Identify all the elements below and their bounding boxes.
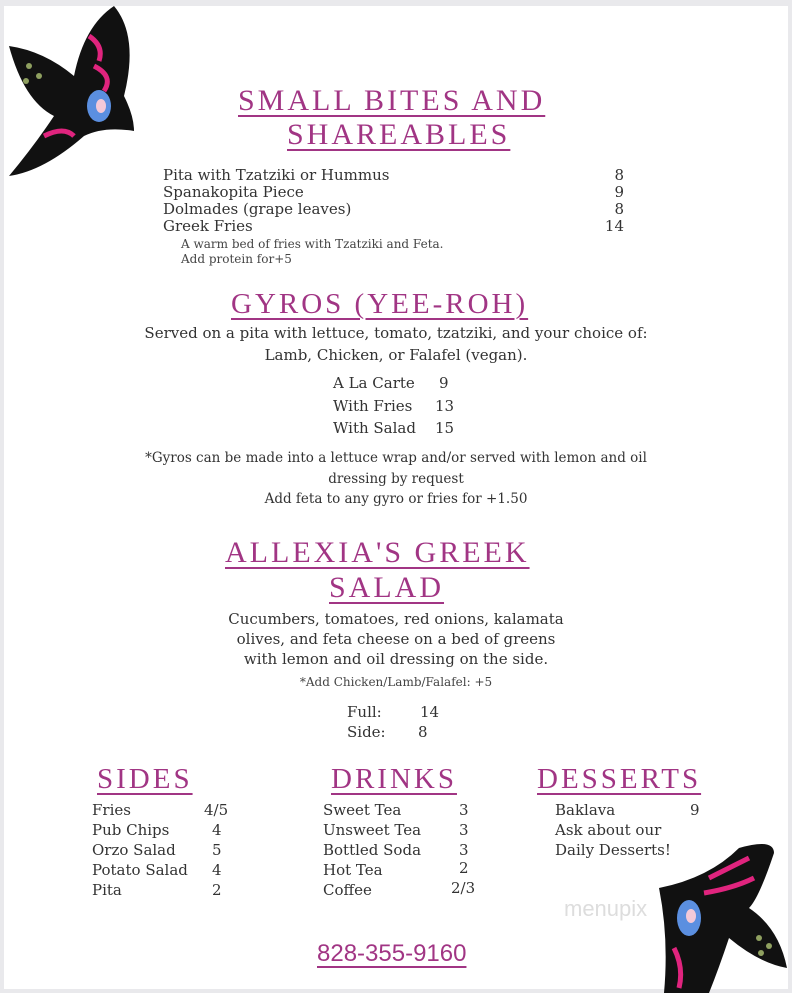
salad-description: Cucumbers, tomatoes, red onions, kalamata	[228, 610, 564, 628]
list-item-name: Orzo Salad	[92, 841, 176, 859]
drinks-heading: DRINKS	[331, 763, 457, 795]
list-item-name: Dolmades (grape leaves)	[163, 200, 352, 218]
list-item-name: Potato Salad	[92, 861, 188, 879]
list-item-price: 14	[420, 703, 440, 721]
list-item-name: Greek Fries	[163, 217, 253, 235]
list-item-price: 9	[439, 374, 449, 392]
list-item-price: 8	[614, 200, 624, 218]
list-item-price: 2	[212, 881, 222, 899]
sides-heading: SIDES	[97, 763, 193, 795]
list-item-price: 9	[690, 801, 700, 819]
gyros-note: *Gyros can be made into a lettuce wrap and/or served with lemon and oil	[145, 450, 647, 466]
feta-addon-note: Add feta to any gyro or fries for +1.50	[264, 491, 528, 507]
list-item-price: 5	[212, 841, 222, 859]
list-item-name: Unsweet Tea	[323, 821, 422, 839]
list-item-price: 4/5	[204, 801, 229, 819]
list-item-price: 9	[614, 183, 624, 201]
list-item-name: A La Carte	[333, 374, 415, 392]
list-item-name: Pita	[92, 881, 122, 899]
desserts-note-line2: Daily Desserts!	[555, 841, 671, 859]
menu-page	[4, 6, 788, 989]
list-item-price: 3	[459, 841, 469, 859]
list-item-price: 8	[418, 723, 428, 741]
gyros-description-line2: Lamb, Chicken, or Falafel (vegan).	[264, 346, 528, 364]
list-item-name: Coffee	[323, 881, 372, 899]
phone-number[interactable]: 828-355-9160	[317, 940, 467, 967]
salad-heading-line2: SALAD	[329, 571, 445, 604]
list-item-price: 14	[604, 217, 624, 235]
gyros-note-line2: dressing by request	[328, 471, 464, 487]
small-bites-heading: SMALL BITES AND	[238, 84, 546, 117]
list-item-name: Fries	[92, 801, 131, 819]
greek-fries-protein-note: Add protein for+5	[181, 252, 292, 266]
list-item-name: Full:	[347, 703, 382, 721]
salad-heading: ALLEXIA'S GREEK	[225, 536, 530, 569]
list-item-name: Spanakopita Piece	[163, 183, 304, 201]
list-item-name: Baklava	[555, 801, 616, 819]
desserts-note: Ask about our	[555, 821, 662, 839]
desserts-heading: DESSERTS	[537, 763, 702, 795]
bird-illustration-top-left	[4, 6, 144, 181]
list-item-price: 8	[614, 166, 624, 184]
list-item-name: Sweet Tea	[323, 801, 402, 819]
salad-addon-note: *Add Chicken/Lamb/Falafel: +5	[299, 675, 493, 689]
gyros-heading: GYROS (YEE-ROH)	[231, 288, 529, 320]
list-item-name: Hot Tea	[323, 861, 383, 879]
list-item-name: With Fries	[333, 397, 413, 415]
greek-fries-note: A warm bed of fries with Tzatziki and Feta.	[181, 237, 444, 251]
bird-illustration-bottom-right	[649, 838, 789, 993]
list-item-price: 2	[459, 859, 469, 877]
salad-description-line2: olives, and feta cheese on a bed of greens	[236, 630, 556, 648]
list-item-price: 3	[459, 801, 469, 819]
salad-description-line3: with lemon and oil dressing on the side.	[243, 650, 549, 668]
list-item-name: Pub Chips	[92, 821, 170, 839]
list-item-price: 13	[435, 397, 455, 415]
menupix-watermark: menupix	[564, 896, 648, 921]
gyros-description: Served on a pita with lettuce, tomato, tzatziki, and your choice of:	[144, 324, 648, 342]
list-item-name: Bottled Soda	[323, 841, 422, 859]
list-item-name: With Salad	[333, 419, 416, 437]
list-item-name: Pita with Tzatziki or Hummus	[163, 166, 390, 184]
list-item-price: 4	[212, 861, 222, 879]
list-item-price: 2/3	[451, 879, 476, 897]
small-bites-heading-line2: SHAREABLES	[287, 118, 511, 151]
list-item-price: 15	[435, 419, 455, 437]
list-item-name: Side:	[347, 723, 386, 741]
list-item-price: 3	[459, 821, 469, 839]
list-item-price: 4	[212, 821, 222, 839]
